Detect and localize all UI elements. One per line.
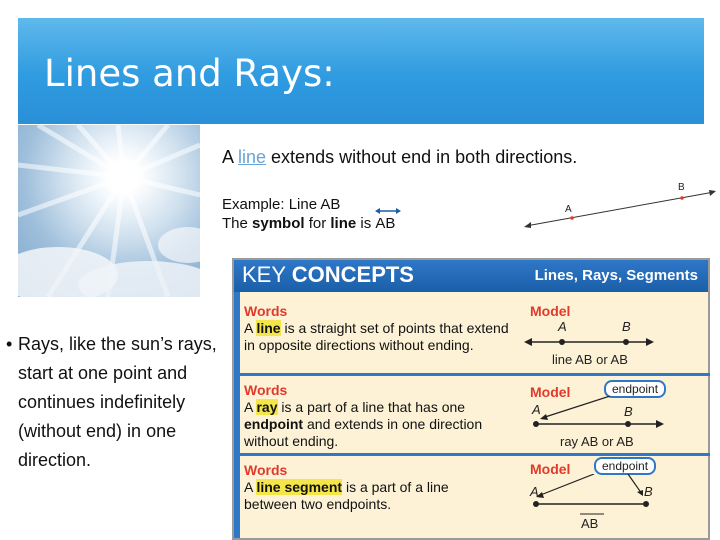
desc-text: is a part of a line between two endpoints. bbox=[244, 479, 449, 512]
point-a bbox=[570, 216, 574, 220]
term-bold: endpoint bbox=[244, 416, 304, 432]
example-block bbox=[222, 195, 395, 233]
term-highlight: ray bbox=[256, 399, 278, 415]
ray-model bbox=[524, 396, 664, 452]
endpoint-callout: endpoint bbox=[594, 457, 656, 475]
model-point-b-label: B bbox=[622, 320, 631, 334]
words-label: Words bbox=[244, 303, 288, 319]
double-arrow-icon bbox=[375, 206, 401, 216]
concept-row-line bbox=[242, 300, 706, 370]
line-term-link[interactable]: line bbox=[238, 147, 267, 167]
example-text: is bbox=[356, 215, 376, 232]
card-left-rule bbox=[234, 292, 240, 538]
desc-text: A bbox=[244, 479, 257, 495]
model-caption: ray AB or AB bbox=[560, 434, 634, 449]
model-point-a-label: A bbox=[558, 320, 567, 334]
key-concepts-card bbox=[232, 258, 710, 540]
line-definition bbox=[222, 147, 577, 168]
model-caption: AB bbox=[581, 516, 599, 531]
model-point-b-label: B bbox=[624, 404, 633, 419]
rays-bullet bbox=[6, 330, 236, 475]
slide-title: Lines and Rays: bbox=[44, 52, 335, 95]
key-concepts-header bbox=[234, 260, 708, 292]
header-subtitle: Lines, Rays, Segments bbox=[534, 267, 698, 284]
concept-description bbox=[244, 479, 474, 513]
desc-text: and extends in one direction without ending. bbox=[244, 416, 483, 449]
line-notation bbox=[375, 214, 395, 233]
header-concepts: CONCEPTS bbox=[291, 262, 414, 287]
point-b-label: B bbox=[678, 182, 685, 193]
concept-row-ray bbox=[242, 380, 706, 452]
endpoint-callout: endpoint bbox=[604, 380, 666, 398]
concept-description bbox=[244, 399, 514, 450]
model-caption: line AB or AB bbox=[552, 352, 628, 367]
bullet-marker: • bbox=[6, 334, 13, 354]
term-highlight: line bbox=[256, 320, 281, 336]
line-ab-figure bbox=[520, 180, 720, 232]
point-b bbox=[680, 196, 684, 200]
header-key: KEY bbox=[242, 262, 292, 287]
words-label: Words bbox=[244, 382, 288, 398]
desc-text: is a straight set of points that extend in opposite directions without ending. bbox=[244, 320, 509, 353]
line-model bbox=[524, 320, 654, 370]
desc-text: A bbox=[244, 399, 257, 415]
example-line1: Example: Line AB bbox=[222, 196, 341, 213]
concept-row-segment bbox=[242, 460, 706, 536]
row-divider bbox=[240, 453, 710, 456]
example-text: for bbox=[304, 215, 331, 232]
example-line2 bbox=[222, 214, 395, 233]
term-highlight: line segment bbox=[256, 479, 343, 495]
words-label: Words bbox=[244, 462, 288, 478]
model-label: Model bbox=[530, 303, 571, 319]
example-symbol-word: symbol bbox=[252, 215, 305, 232]
key-concepts-title bbox=[242, 262, 414, 288]
segment-model bbox=[524, 474, 664, 532]
example-text: The bbox=[222, 215, 253, 232]
desc-text: A bbox=[244, 320, 257, 336]
model-point-a-label: A bbox=[532, 402, 541, 417]
rays-bullet-text: Rays, like the sun’s rays, start at one point and continues indefinitely (without end) in one direction. bbox=[18, 334, 217, 470]
example-line-word: line bbox=[330, 215, 357, 232]
line-notation-text: AB bbox=[375, 215, 396, 232]
point-a-label: A bbox=[565, 204, 572, 215]
model-label: Model bbox=[530, 384, 571, 400]
desc-text: is a part of a line that has one bbox=[277, 399, 466, 415]
model-point-a-label: A bbox=[530, 484, 539, 499]
concept-description bbox=[244, 320, 514, 354]
line-def-prefix: A bbox=[222, 147, 239, 167]
model-label: Model bbox=[530, 461, 571, 477]
line-def-suffix: extends without end in both directions. bbox=[266, 147, 578, 167]
sun-sky-image bbox=[18, 125, 200, 297]
model-point-b-label: B bbox=[644, 484, 653, 499]
row-divider bbox=[240, 373, 710, 376]
